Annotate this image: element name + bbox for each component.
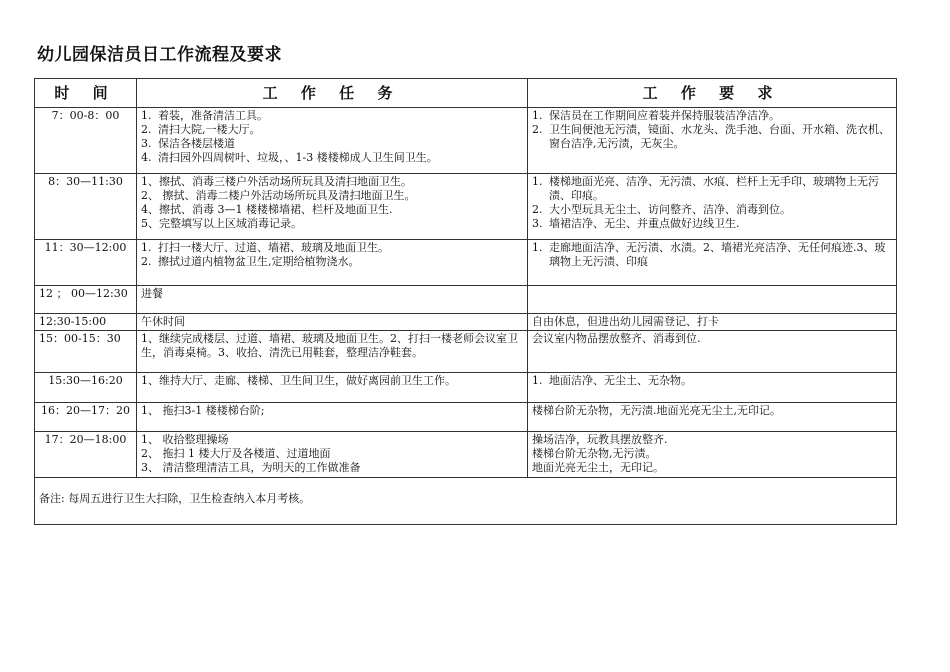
- task-line: 4、擦拭、消毒 3—1 楼楼梯墙裙、栏杆及地面卫生.: [141, 203, 393, 216]
- row-tasks: [137, 432, 528, 478]
- document-title: 幼儿园保洁员日工作流程及要求: [37, 45, 282, 65]
- row-requirements: [528, 240, 897, 286]
- row-tasks: [137, 240, 528, 286]
- item-text: 打扫一楼大厅、过道、墙裙、玻璃及地面卫生。: [158, 241, 389, 254]
- list-item: [532, 217, 892, 231]
- requirement-line: 地面光亮无尘土，无印记。: [532, 461, 664, 474]
- list-item: [532, 241, 892, 269]
- item-number: 1.: [141, 109, 152, 122]
- header-task: 工 作 任 务: [137, 79, 528, 108]
- header-requirement: 工 作 要 求: [528, 79, 897, 108]
- list-item: [141, 255, 523, 269]
- row-tasks: [137, 174, 528, 240]
- item-number: 2.: [141, 123, 152, 136]
- item-number: 2.: [532, 203, 543, 216]
- item-number: 3.: [141, 137, 152, 150]
- task-line: 3、 清洁整理清洁工具，为明天的工作做准备: [141, 461, 361, 474]
- row-requirements: [528, 108, 897, 174]
- table-row: [35, 373, 897, 403]
- table-header-row: [35, 79, 897, 108]
- item-number: 1.: [532, 109, 543, 122]
- table-row: [35, 174, 897, 240]
- item-text: 地面洁净、无尘土、无杂物。: [549, 374, 692, 387]
- list-item: [141, 151, 523, 165]
- table-row: [35, 286, 897, 314]
- item-text: 清扫大院,一楼大厅。: [158, 123, 261, 136]
- row-tasks: 1、维持大厅、走廊、楼梯、卫生间卫生，做好离园前卫生工作。: [137, 373, 528, 403]
- table-row: [35, 240, 897, 286]
- item-text: 墙裙洁净、无尘、并重点做好边线卫生.: [549, 217, 740, 230]
- row-time: 17：20—18:00: [35, 432, 137, 478]
- task-line: 1、 收拾整理操场: [141, 433, 229, 446]
- row-time: 11：30—12:00: [35, 240, 137, 286]
- item-number: 1.: [532, 175, 543, 188]
- task-line: 2、 拖扫 1 楼大厅及各楼道、过道地面: [141, 447, 331, 460]
- row-requirements: [528, 373, 897, 403]
- task-line: 5、完整填写以上区域消毒记录。: [141, 217, 302, 230]
- item-number: 2.: [141, 255, 152, 268]
- row-requirements: [528, 286, 897, 314]
- table-row: [35, 314, 897, 331]
- requirement-line: 操场洁净，玩教具摆放整齐.: [532, 433, 668, 446]
- row-requirements: [528, 432, 897, 478]
- list-item: [141, 109, 523, 123]
- requirement-line: 楼梯台阶无杂物,无污渍。: [532, 447, 657, 460]
- item-number: 3.: [532, 217, 543, 230]
- table-row: [35, 432, 897, 478]
- table-row: [35, 108, 897, 174]
- list-item: [532, 109, 892, 123]
- item-number: 1.: [141, 241, 152, 254]
- row-tasks: 1、 拖扫3-1 楼楼梯台阶;: [137, 403, 528, 432]
- row-time: 16：20—17：20: [35, 403, 137, 432]
- item-number: 1.: [532, 241, 543, 254]
- row-time: 8：30—11:30: [35, 174, 137, 240]
- row-time: 7：00-8：00: [35, 108, 137, 174]
- item-number: 4.: [141, 151, 152, 164]
- table-row: [35, 331, 897, 373]
- row-tasks: 午休时间: [137, 314, 528, 331]
- list-item: [532, 203, 892, 217]
- task-line: 2、 擦拭、消毒二楼户外活动场所玩具及清扫地面卫生。: [141, 189, 416, 202]
- row-time: 12 ； 00—12:30: [35, 286, 137, 314]
- item-text: 保洁员在工作期间应着装并保持服装洁净洁净。: [549, 109, 780, 122]
- item-text: 卫生间便池无污渍，镜面、水龙头、洗手池、台面、开水箱、洗衣机、窗台洁净,无污渍，无灰尘。: [549, 123, 890, 150]
- list-item: [141, 241, 523, 255]
- row-tasks: 1、继续完成楼层、过道、墙裙、玻璃及地面卫生。2、打扫一楼老师会议室卫生，消毒桌椅。3、收拾、清洗已用鞋套，整理洁净鞋套。: [137, 331, 528, 373]
- row-requirements: 会议室内物品摆放整齐、消毒到位.: [528, 331, 897, 373]
- workflow-table: [34, 78, 897, 525]
- item-text: 清扫园外四周树叶、垃圾，、1-3 楼楼梯成人卫生间卫生。: [158, 151, 438, 164]
- row-time: 12:30-15:00: [35, 314, 137, 331]
- row-time: 15：00-15：30: [35, 331, 137, 373]
- header-time: 时 间: [35, 79, 137, 108]
- list-item: [532, 175, 892, 203]
- row-tasks: 进餐: [137, 286, 528, 314]
- row-tasks: [137, 108, 528, 174]
- list-item: [532, 374, 892, 388]
- item-text: 走廊地面洁净、无污渍、水渍。2、墙裙光亮洁净、无任何痕迹.3、玻璃物上无污渍、印痕: [549, 241, 886, 268]
- item-text: 保洁各楼层楼道: [158, 137, 235, 150]
- row-time: 15:30—16:20: [35, 373, 137, 403]
- list-item: [532, 123, 892, 151]
- item-text: 擦拭过道内植物盆卫生,定期给植物浇水。: [158, 255, 360, 268]
- list-item: [141, 123, 523, 137]
- item-text: 着装，准备清洁工具。: [158, 109, 268, 122]
- row-requirements: [528, 174, 897, 240]
- list-item: [141, 137, 523, 151]
- item-number: 2.: [532, 123, 543, 136]
- note-text: 备注: 每周五进行卫生大扫除，卫生检查纳入本月考核。: [35, 478, 897, 525]
- item-text: 大小型玩具无尘土、访问整齐、洁净、消毒到位。: [549, 203, 791, 216]
- row-requirements: 自由休息，但进出幼儿园需登记、打卡: [528, 314, 897, 331]
- table-row: [35, 403, 897, 432]
- item-text: 楼梯地面光亮、洁净、无污渍、水痕、栏杆上无手印、玻璃物上无污渍、印痕。: [549, 175, 879, 202]
- item-number: 1.: [532, 374, 543, 387]
- task-line: 1、擦拭、消毒三楼户外活动场所玩具及清扫地面卫生。: [141, 175, 412, 188]
- note-row: [35, 478, 897, 525]
- row-requirements: 楼梯台阶无杂物，无污渍.地面光亮无尘土,无印记。: [528, 403, 897, 432]
